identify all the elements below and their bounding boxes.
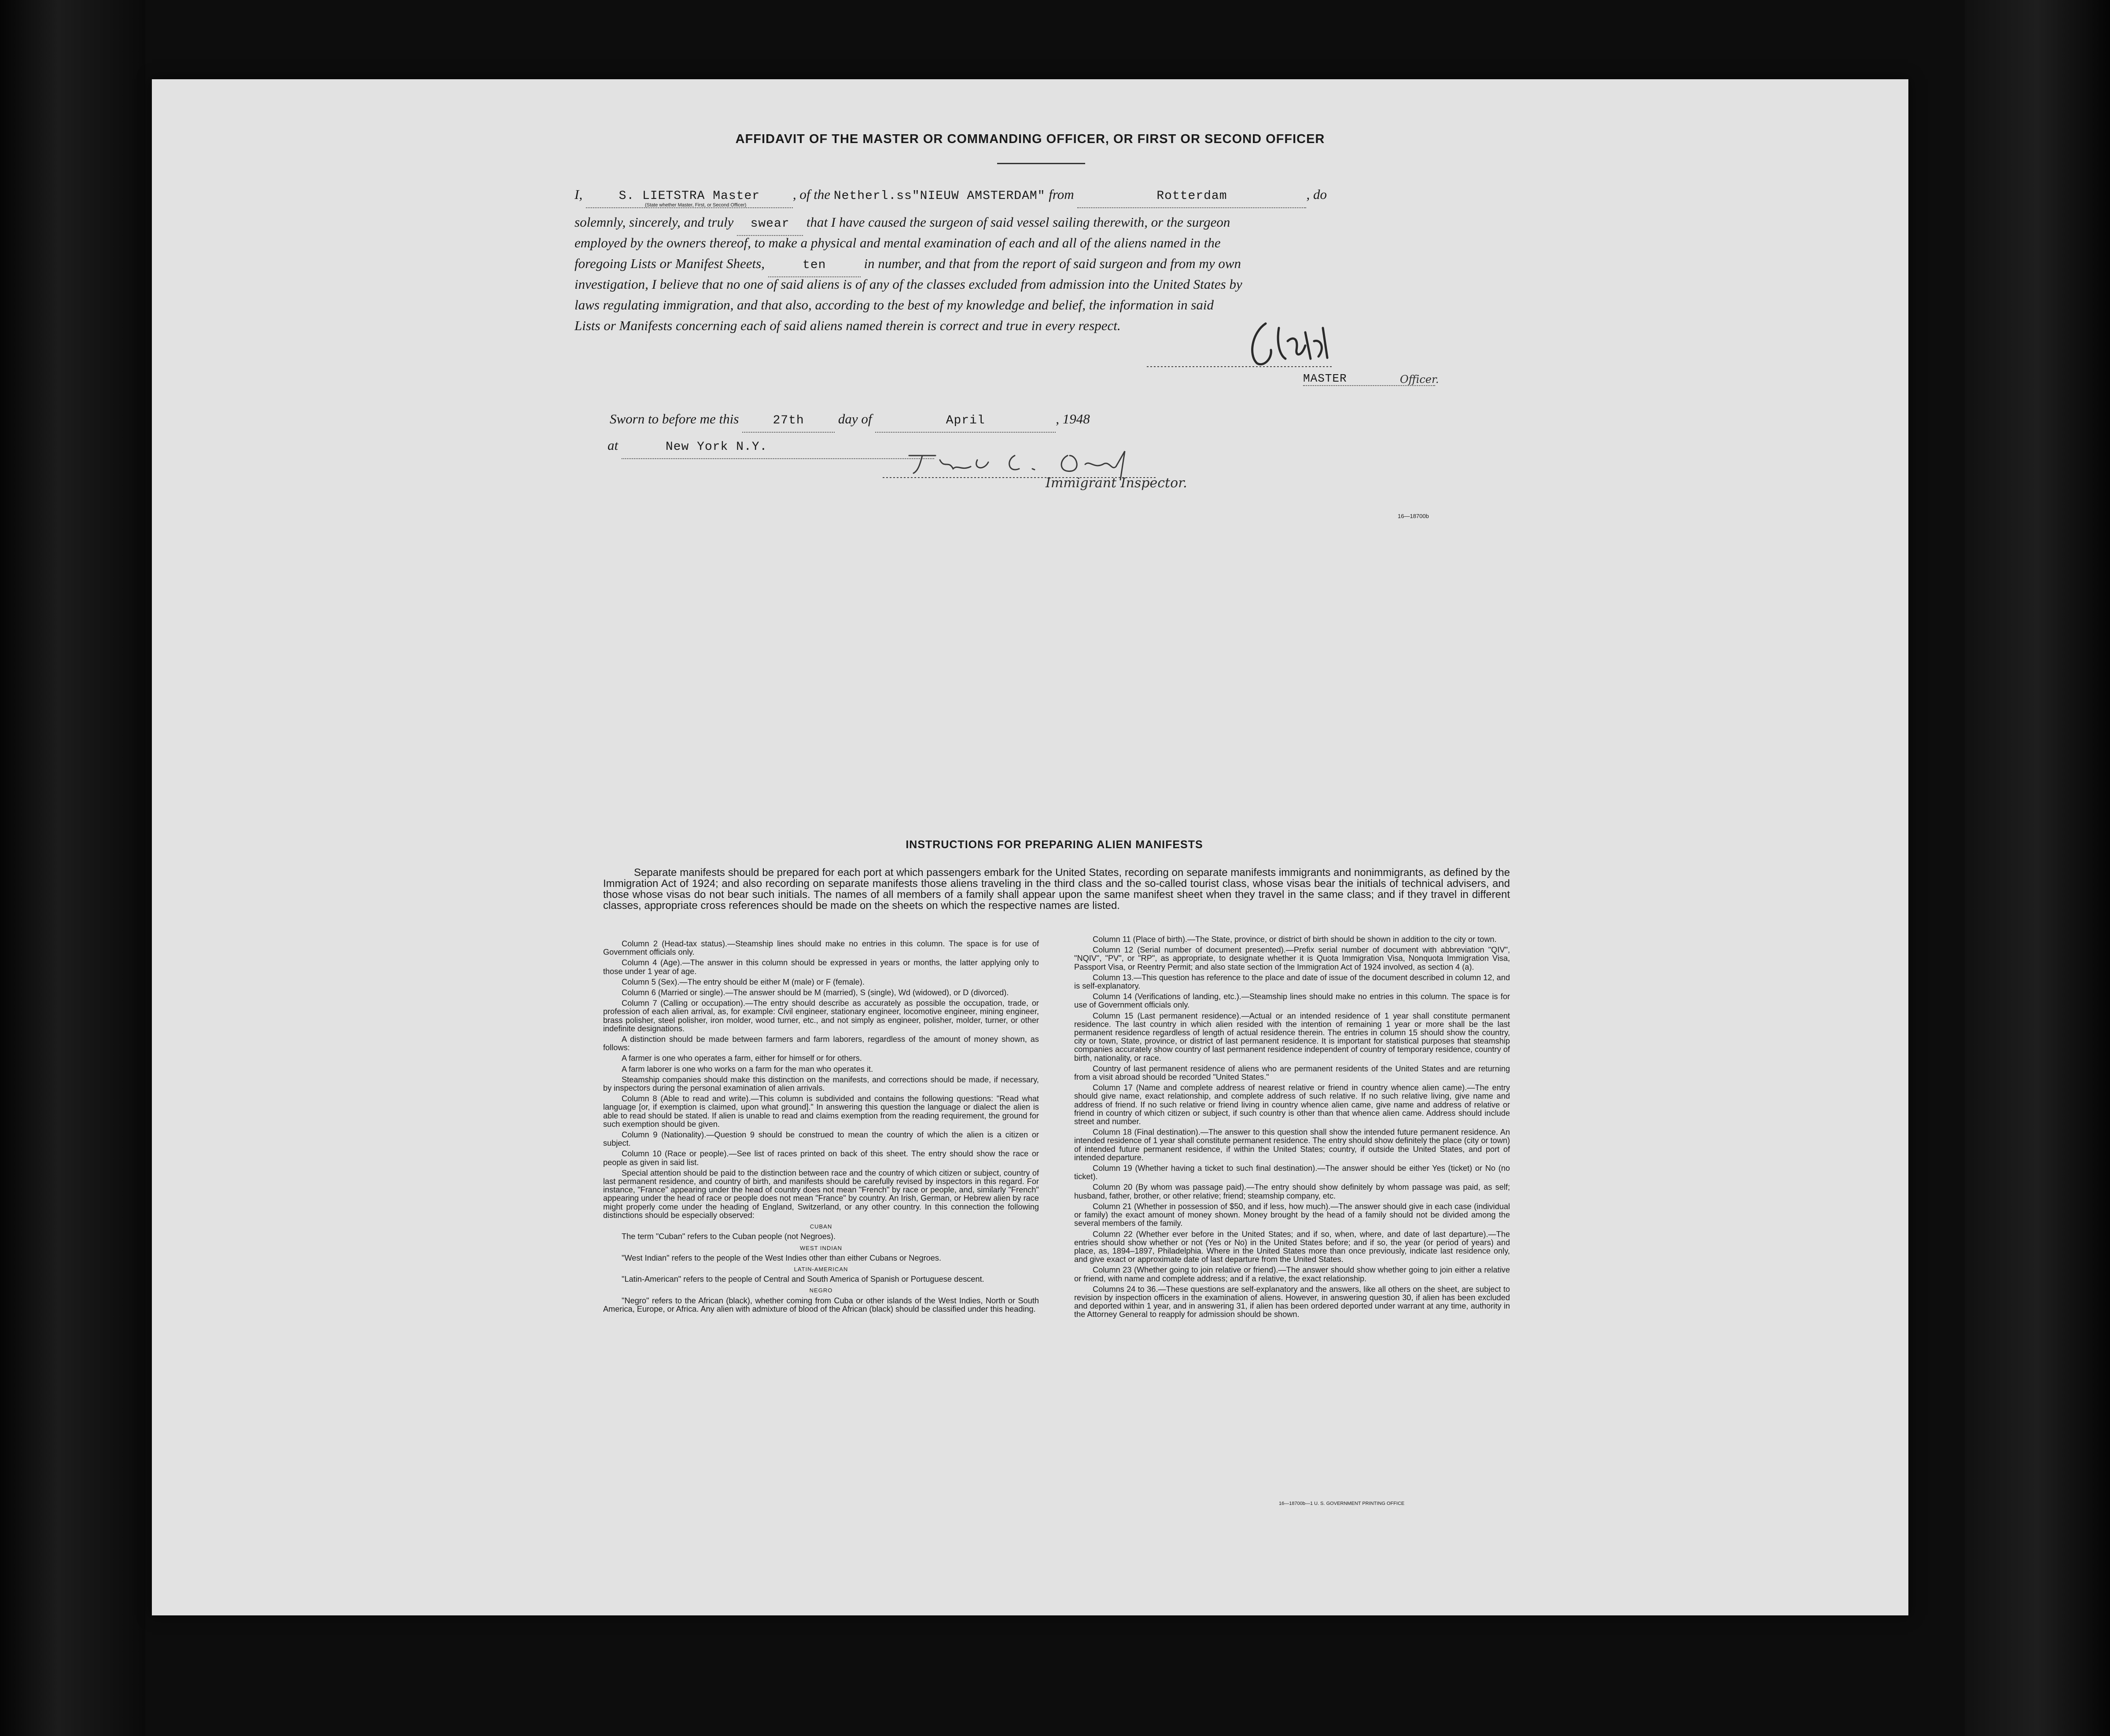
affidavit-line-6: laws regulating immigration, and that also, according to the best of my knowledge and belief, the information in said <box>574 297 1214 313</box>
sworn-month-field: April <box>875 410 1056 433</box>
instruction-paragraph: Column 7 (Calling or occupation).—The entry should describe as accurately as possible the occupation, trade, or profession of each alien arrival, as, for example: Civil engineer, stationary engineer, locomotive engineer, mining engineer, brass polisher, steel polisher, iron molder, wood turner, etc., and not simply as engineer, polisher, molder, turner, or other indefinite designations. <box>603 999 1039 1033</box>
line1-suffix: , do <box>1306 187 1327 202</box>
master-name-field: S. LIETSTRA Master <box>586 185 793 208</box>
vessel-name-field: Netherl.ss"NIEUW AMSTERDAM" <box>833 189 1046 203</box>
rank-suffix: Officer. <box>1400 373 1439 386</box>
line2-prefix: solemnly, sincerely, and truly <box>574 214 734 230</box>
instruction-paragraph: Column 20 (By whom was passage paid).—The entry should show definitely by whom passage was paid, as self; husband, father, brother, or other relative; friend; steamship company, etc. <box>1074 1183 1510 1200</box>
document-page <box>152 79 1908 1615</box>
instruction-paragraph: A farmer is one who operates a farm, either for himself or for others. <box>622 1054 862 1063</box>
affidavit-line-7: Lists or Manifests concerning each of said aliens named therein is correct and true in every respect. <box>574 318 1121 333</box>
affidavit-line-3: employed by the owners thereof, to make a physical and mental examination of each and all of the aliens named in the <box>574 235 1221 250</box>
definition-text: "West Indian" refers to the people of the West Indies other than either Cubans or Negroes. <box>622 1253 942 1262</box>
affidavit-title: AFFIDAVIT OF THE MASTER OR COMMANDING OFFICER, OR FIRST OR SECOND OFFICER <box>735 132 1325 146</box>
oath-field: swear <box>737 213 803 236</box>
definition-text: "Latin-American" refers to the people of Central and South America of Spanish or Portuguese descent. <box>622 1275 984 1284</box>
sheet-count-field: ten <box>768 254 861 277</box>
sworn-line <box>610 405 1534 433</box>
instruction-paragraph: Column 5 (Sex).—The entry should be either M (male) or F (female). <box>622 977 865 986</box>
instruction-paragraph: Column 19 (Whether having a ticket to such final destination).—The answer should be either Yes (ticket) or No (no ticket). <box>1074 1164 1510 1181</box>
master-signature <box>1147 315 1332 376</box>
film-edge-right <box>1965 0 2110 1736</box>
instruction-paragraph: Steamship companies should make this distinction on the manifests, and corrections should be made, if necessary, by inspectors during the personal examination of alien arrivals. <box>603 1075 1039 1093</box>
instruction-paragraph: Column 13.—This question has reference to the place and date of issue of the document described in column 12, and is self-explanatory. <box>1074 973 1510 991</box>
line4-suffix: in number, and that from the report of said surgeon and from my own <box>864 256 1241 271</box>
instructions-intro: Separate manifests should be prepared for each port at which passengers embark for the United States, recording on separate manifests immigrants and nonimmigrants, as defined by the Immigration Act of 1924; and also recording on separate manifests those aliens traveling in the third class and the so-called tourist class, whose visas bear the initials of technical advisers, and those whose visas do not bear such initials. The names of all members of a family shall appear upon the same manifest sheet when they travel in the same class; and if they travel in different classes, appropriate cross references should be made on the sheets on which the respective names are listed. <box>603 867 1510 912</box>
definition-heading: NEGRO <box>809 1287 833 1294</box>
place-prefix: at <box>608 438 619 453</box>
rank-field: MASTER <box>1303 372 1347 385</box>
definition-heading: CUBAN <box>810 1223 832 1230</box>
affidavit-form-number: 16—18700b <box>1398 513 1429 519</box>
instruction-paragraph: Country of last permanent residence of aliens who are permanent residents of the United States and are returning from a visit abroad should be recorded "United States." <box>1074 1064 1510 1082</box>
definition-text: "Negro" refers to the African (black), whether coming from Cuba or other islands of the West Indies, North or South America, Europe, or Africa. Any alien with admixture of blood of the African (black) should be classified under this heading. <box>603 1296 1039 1313</box>
sworn-day-of: day of <box>838 411 872 427</box>
instruction-paragraph: Column 10 (Race or people).—See list of races printed on back of this sheet. The entry should show the race or people as given in said list. <box>603 1149 1039 1167</box>
instructions-right-column <box>1074 935 1510 1321</box>
instruction-paragraph: Column 11 (Place of birth).—The State, province, or district of birth should be shown in addition to the city or town. <box>1093 935 1497 944</box>
instruction-paragraph: Column 17 (Name and complete address of nearest relative or friend in country whence alien came).—The entry should give name, exact relationship, and complete address of such relative. If no such relative living, give name and address of friend. If no such relative or friend living in country whence alien came, give name and address of relative or friend in country of which citizen or subject, if such country is other than that whence alien came. Address should include street and number. <box>1074 1083 1510 1126</box>
definition-heading: LATIN-AMERICAN <box>794 1265 848 1273</box>
instruction-paragraph: A farm laborer is one who works on a farm for the man who operates it. <box>622 1064 873 1074</box>
printing-office-footer: 16—18700b—1 U. S. GOVERNMENT PRINTING OFFICE <box>1279 1501 1405 1506</box>
line1-from: from <box>1049 187 1074 202</box>
line4-prefix: foregoing Lists or Manifest Sheets, <box>574 256 765 271</box>
line2-suffix: that I have caused the surgeon of said vessel sailing therewith, or the surgeon <box>806 214 1230 230</box>
instruction-paragraph: A distinction should be made between farmers and farm laborers, regardless of the amount of money shown, as follows: <box>603 1035 1039 1052</box>
definition-heading: WEST INDIAN <box>800 1244 842 1251</box>
instructions-left-column <box>603 940 1039 1316</box>
instruction-paragraph: Column 8 (Able to read and write).—This column is subdivided and contains the following questions: "Read what language [or, if exemption is claimed, upon what ground]." In answering this question the language or dialect the alien is able to read should be stated. If alien is unable to read and claims exemption from the reading requirement, the ground for such exemption should be given. <box>603 1094 1039 1129</box>
instructions-title: INSTRUCTIONS FOR PREPARING ALIEN MANIFESTS <box>906 839 1203 851</box>
affidavit-line-5: investigation, I believe that no one of said aliens is of any of the classes excluded from admission into the United States by <box>574 276 1242 292</box>
instruction-paragraph: Column 2 (Head-tax status).—Steamship lines should make no entries in this column. The space is for use of Government officials only. <box>603 939 1039 957</box>
title-rule <box>997 163 1085 164</box>
place-field: New York N.Y. <box>622 436 934 459</box>
instruction-paragraph: Column 15 (Last permanent residence).—Actual or an intended residence of 1 year shall constitute permanent residence. The last country in which alien resided with the intention of remaining 1 year or more shall be the last permanent residence regardless of length of actual residence therein. The entries in column 15 should show the country, city or town, State, province, or district of last permanent residence. It is important for statistical purposes that steamship companies accurately show country of last permanent residence independent of country of temporary residence, country of birth, nationality, or race. <box>1074 1011 1510 1063</box>
instruction-paragraph: Column 6 (Married or single).—The answer should be M (married), S (single), Wd (widowed), or D (divorced). <box>622 988 1009 997</box>
instruction-paragraph: Column 18 (Final destination).—The answer to this question shall show the intended future permanent residence. An intended residence of 1 year shall constitute permanent residence. The entry should show definitely the place (city or town) of intended future permanent residence, if within the United States; country, if outside the United States, and port of intended departure. <box>1074 1128 1510 1162</box>
instruction-paragraph: Column 4 (Age).—The answer in this column should be expressed in years or months, the latter applying only to those under 1 year of age. <box>603 958 1039 976</box>
film-edge-left <box>0 0 145 1736</box>
officer-rank-note: (State whether Master, First, or Second Officer) <box>645 202 747 208</box>
inspector-title: Immigrant Inspector. <box>1046 475 1187 491</box>
sworn-prefix: Sworn to before me this <box>610 411 739 427</box>
sworn-day-field: 27th <box>742 410 835 433</box>
line1-of-the: of the <box>799 187 831 202</box>
instruction-paragraph: Columns 24 to 36.—These questions are self-explanatory and the answers, like all others on the sheet, are subject to revision by inspection officers in the examination of aliens. However, in answering question 30, if alien has been excluded and deported within 1 year, and in answering 31, if alien has been ordered deported under warrant at any time, authority in the Attorney General to reapply for admission should be shown. <box>1074 1284 1510 1319</box>
affidavit-line-1: I, S. LIETSTRA Master , of the Netherl.ss"NIEUW AMSTERDAM" from Rotterdam , do <box>574 180 1499 209</box>
instruction-paragraph: Column 14 (Verifications of landing, etc.).—Steamship lines should make no entries in this column. The space is for use of Government officials only. <box>1074 992 1510 1010</box>
instruction-paragraph: Column 22 (Whether ever before in the United States; and if so, when, where, and date of last departure).—The entries should show whether or not (Yes or No) in the United States before; and if so, the year (or period of years) and place, as, 1894–1897, Philadelphia. Where in the United States more than once previously, indicate last residence only, and give exact or approximate date of last departure from the United States. <box>1074 1229 1510 1264</box>
instruction-paragraph: Column 9 (Nationality).—Question 9 should be construed to mean the country of which the alien is a citizen or subject. <box>603 1130 1039 1148</box>
definition-text: The term "Cuban" refers to the Cuban people (not Negroes). <box>622 1232 836 1241</box>
instruction-paragraph: Column 12 (Serial number of document presented).—Prefix serial number of document with abbreviation "QIV", "NQIV", "PV", or "RP", as appropriate, to designate whether it is Quota Immigration Visa, Nonquota Immigration Visa, Passport Visa, or Reentry Permit; and also state section of the Immigration Act of 1924 involved, as section 4 (a). <box>1074 945 1510 971</box>
instruction-paragraph: Column 23 (Whether going to join relative or friend).—The answer should show whether going to join either a relative or friend, with name and complete address; and if a relative, the exact relationship. <box>1074 1265 1510 1283</box>
sworn-year: , 1948 <box>1056 411 1090 427</box>
line1-prefix: I, <box>574 187 583 202</box>
instruction-paragraph: Column 21 (Whether in possession of $50, and if less, how much).—The answer should give in each case (individual or family) the exact amount of money shown. Money brought by the head of a family should not be divided among the several members of the family. <box>1074 1202 1510 1228</box>
departure-port-field: Rotterdam <box>1077 185 1306 208</box>
instruction-paragraph: Special attention should be paid to the distinction between race and the country of which citizen or subject, country of last permanent residence, and country of birth, and manifests should be carefully revised by inspectors in this regard. For instance, "France" appearing under the head of country does not mean "French" by race or people, and, similarly "French" appearing under the head of race or people does not mean "France" by country. An Irish, German, or Hebrew alien by race might properly come under the heading of England, Switzerland, or any other country. In this connection the following distinctions should be especially observed: <box>603 1168 1039 1220</box>
